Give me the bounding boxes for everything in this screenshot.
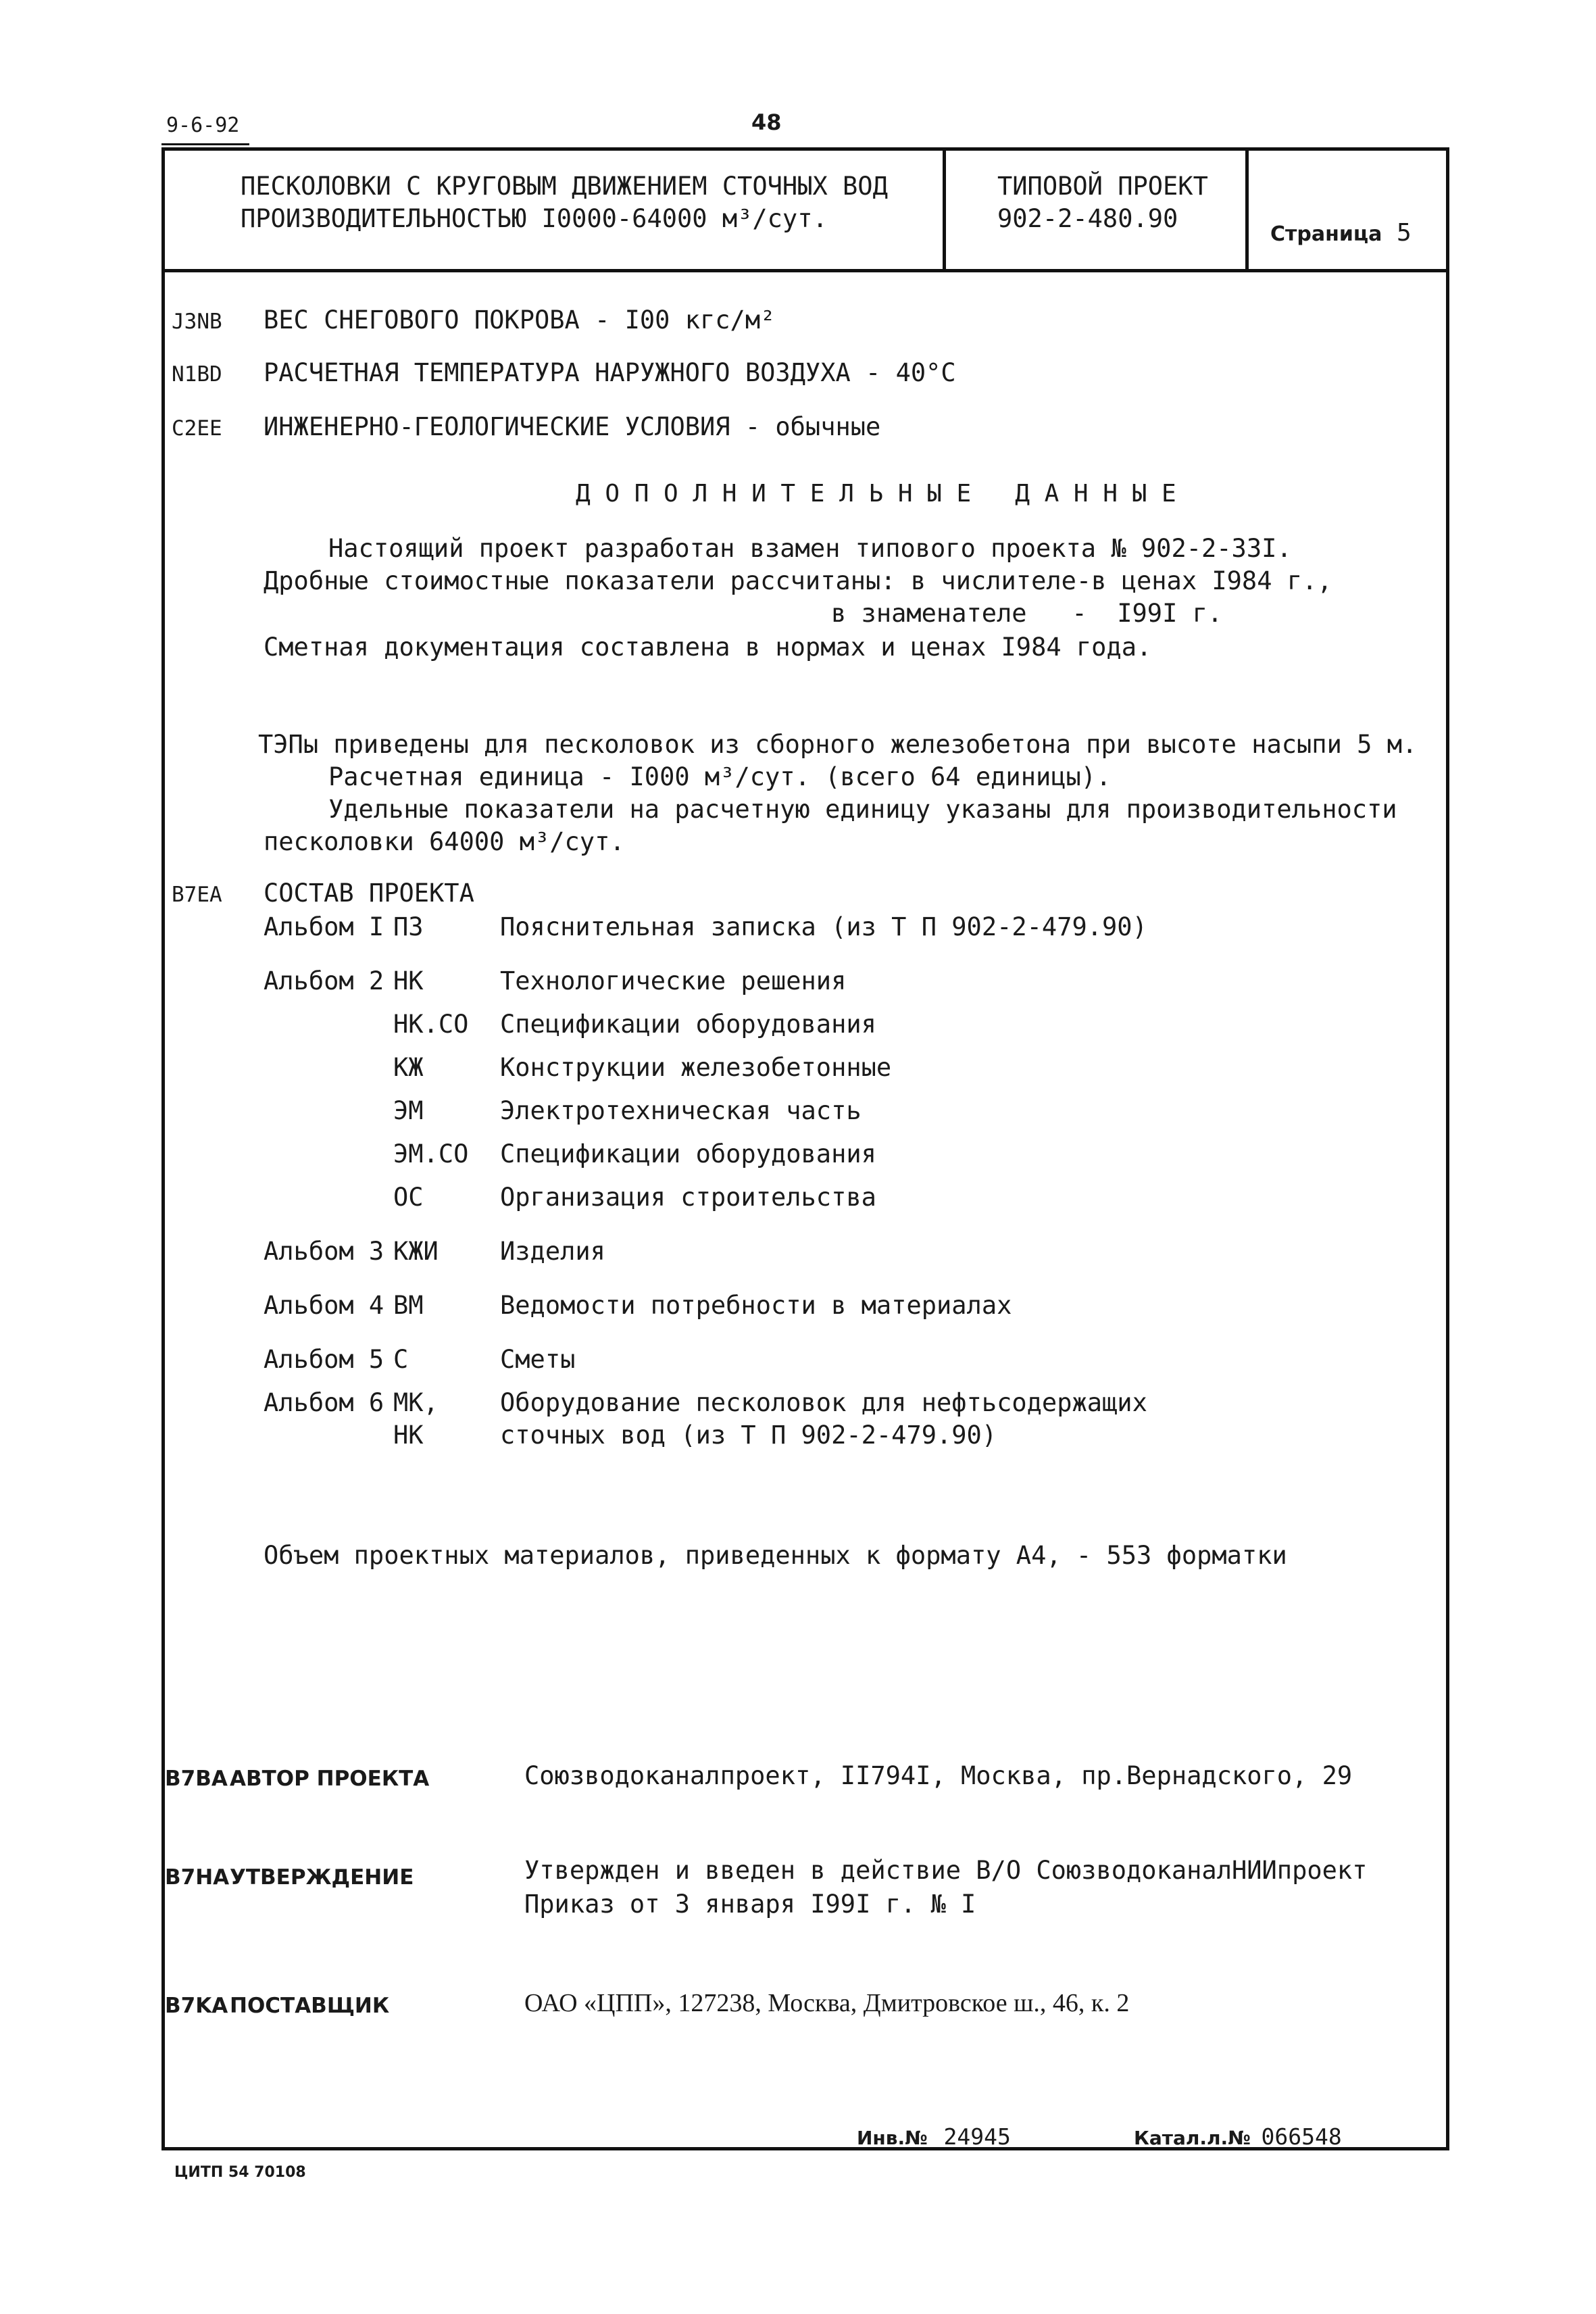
approval-label: УТВЕРЖДЕНИЕ [230,1865,414,1890]
list-item-mark: С [393,1345,409,1374]
date-stamp: 9-6-92 [166,114,240,137]
list-item-desc: Ведомости потребности в материалах [500,1291,1012,1320]
supplier-code: B7KA [165,1994,228,2018]
list-item-desc: Электротехническая часть [500,1096,862,1125]
list-item-desc: Изделия [500,1237,605,1266]
param-code-3: C2EE [172,416,222,441]
list-item-mark: КЖ [393,1053,424,1082]
composition-code: B7EA [172,883,222,907]
project-label: ТИПОВОЙ ПРОЕКТ [997,172,1208,201]
list-item-desc: Сметы [500,1345,576,1374]
list-item-album: Альбом 2 [264,966,384,995]
page-number: 5 [1397,219,1412,247]
list-item-desc: Организация строительства [500,1183,876,1212]
header-divider-1 [943,147,946,272]
list-item-album: Альбом 4 [264,1291,384,1320]
list-item-album: Альбом 5 [264,1345,384,1374]
list-item-desc: Конструкции железобетонные [500,1053,892,1082]
approval-code: B7HA [165,1865,230,1890]
list-item-desc: Технологические решения [500,966,847,995]
author-label: АВТОР ПРОЕКТА [230,1767,430,1791]
author-code: B7BA [165,1767,228,1791]
tep-line-2: Расчетная единица - I000 м³/сут. (всего 64 единицы). [328,762,1112,791]
param-text-1: ВЕС СНЕГОВОГО ПОКРОВА - I00 кгс/м² [264,305,776,335]
list-item-mark: НК [393,966,424,995]
additional-heading: Д О П О Л Н И Т Е Л Ь Н Ы Е Д А Н Н Ы Е [576,480,1176,508]
list-item-mark: ПЗ [393,912,424,941]
list-item-mark: НК [393,1421,424,1450]
supplier-label: ПОСТАВЩИК [230,1994,390,2018]
tep-line-1: ТЭПы приведены для песколовок из сборного железобетона при высоте насыпи 5 м. [258,730,1418,759]
supplier-text: ОАО «ЦПП», 127238, Москва, Дмитровское ш., 46, к. 2 [524,1989,1130,2017]
list-item-mark: ВМ [393,1291,424,1320]
list-item-desc: Пояснительная записка (из Т П 902-2-479.90) [500,912,1147,941]
list-item-desc: Спецификации оборудования [500,1010,876,1039]
list-item-album: Альбом I [264,912,384,941]
catalog-value: 066548 [1261,2123,1342,2150]
list-item-desc: сточных вод (из Т П 902-2-479.90) [500,1421,997,1450]
additional-line-2: Дробные стоимостные показатели рассчитаны: в числителе-в ценах I984 г., [264,566,1332,595]
tep-line-4: песколовки 64000 м³/сут. [264,827,625,856]
param-text-2: РАСЧЕТНАЯ ТЕМПЕРАТУРА НАРУЖНОГО ВОЗДУХА - 40°С [264,358,956,387]
additional-line-1: Настоящий проект разработан взамен типового проекта № 902-2-33I. [328,534,1292,563]
param-code-2: N1BD [172,362,222,387]
approval-text-1: Утвержден и введен в действие В/О СоюзводоканалНИИпроект [524,1856,1368,1885]
page-label: Страница [1270,222,1382,246]
additional-line-3: в знаменателе - I99I г. [831,599,1223,628]
header-divider-2 [1245,147,1249,272]
list-item-mark: ЭМ.СО [393,1139,469,1168]
composition-title: СОСТАВ ПРОЕКТА [264,879,474,908]
header-bottom-rule [161,269,1449,272]
inventory-label: Инв.№ [857,2127,928,2149]
param-code-1: J3NB [172,310,222,334]
page-indicator [1270,219,1412,247]
catalog-label: Катал.л.№ [1134,2127,1251,2149]
list-item-album: Альбом 3 [264,1237,384,1266]
volume-note: Объем проектных материалов, приведенных к формату А4, - 553 форматки [264,1541,1287,1570]
list-item-album: Альбом 6 [264,1388,384,1417]
list-item-mark: КЖИ [393,1237,439,1266]
inventory-number [857,2123,1011,2150]
approval-text-2: Приказ от 3 января I99I г. № I [524,1890,976,1919]
additional-line-4: Сметная документация составлена в нормах и ценах I984 года. [264,633,1152,662]
header-title-line1: ПЕСКОЛОВКИ С КРУГОВЫМ ДВИЖЕНИЕМ СТОЧНЫХ ВОД [241,172,888,201]
list-item-desc: Оборудование песколовок для нефтьсодержащих [500,1388,1147,1417]
list-item-mark: НК.СО [393,1010,469,1039]
top-rule [161,143,249,145]
param-text-3: ИНЖЕНЕРНО-ГЕОЛОГИЧЕСКИЕ УСЛОВИЯ - обычные [264,412,881,441]
header-title-line2: ПРОИЗВОДИТЕЛЬНОСТЬЮ I0000-64000 м³/сут. [241,204,828,233]
sheet-number: 48 [751,109,782,135]
list-item-desc: Спецификации оборудования [500,1139,876,1168]
tep-line-3: Удельные показатели на расчетную единицу указаны для производительности [328,795,1397,824]
catalog-number [1134,2123,1342,2150]
inventory-value: 24945 [943,2123,1011,2150]
author-text: Союзводоканалпроект, II794I, Москва, пр.Вернадского, 29 [524,1761,1353,1790]
printer-mark: ЦИТП 54 70108 [174,2164,306,2181]
list-item-mark: МК, [393,1388,439,1417]
project-number: 902-2-480.90 [997,204,1178,233]
list-item-mark: ОС [393,1183,424,1212]
list-item-mark: ЭМ [393,1096,424,1125]
